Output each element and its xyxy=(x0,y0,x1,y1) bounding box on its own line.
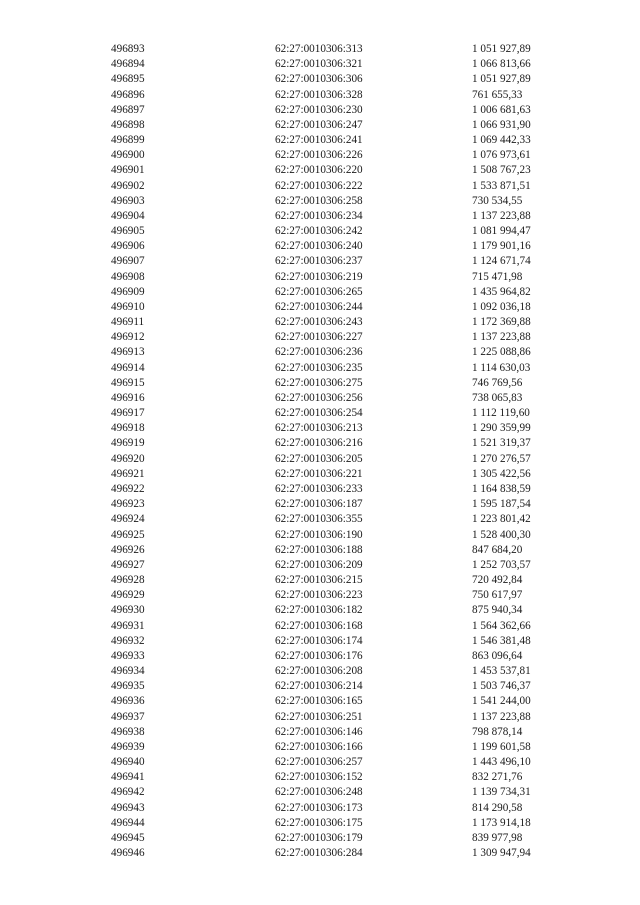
cadastral-value-cell: 1 503 746,37 xyxy=(472,680,531,693)
row-number-cell: 496893 xyxy=(111,43,145,55)
table-row xyxy=(0,209,640,224)
table-row xyxy=(0,391,640,406)
table-row xyxy=(0,406,640,421)
cadastral-value-cell: 1 533 871,51 xyxy=(472,179,531,192)
table-row xyxy=(0,57,640,72)
row-number-cell: 496915 xyxy=(111,376,145,389)
table-row xyxy=(0,467,640,482)
row-number-cell: 496920 xyxy=(111,452,145,465)
table-row xyxy=(0,133,640,148)
row-number-cell: 496939 xyxy=(111,740,145,753)
cadastral-value-cell: 1 137 223,88 xyxy=(472,710,531,723)
cadastral-number-cell: 62:27:0010306:214 xyxy=(275,680,363,693)
row-number-cell: 496902 xyxy=(111,179,145,192)
table-row xyxy=(0,254,640,269)
cadastral-value-cell: 738 065,83 xyxy=(472,391,523,404)
table-row xyxy=(0,573,640,588)
cadastral-value-cell: 875 940,34 xyxy=(472,604,523,617)
table-row xyxy=(0,179,640,194)
row-number-cell: 496913 xyxy=(111,346,145,359)
cadastral-number-cell: 62:27:0010306:257 xyxy=(275,756,363,769)
table-row xyxy=(0,224,640,239)
cadastral-value-cell: 1 270 276,57 xyxy=(472,452,531,465)
row-number-cell: 496936 xyxy=(111,695,145,708)
cadastral-value-cell: 1 541 244,00 xyxy=(472,695,531,708)
cadastral-number-cell: 62:27:0010306:223 xyxy=(275,589,363,602)
table-row xyxy=(0,801,640,816)
table-row xyxy=(0,239,640,254)
cadastral-number-cell: 62:27:0010306:213 xyxy=(275,422,363,435)
row-number-cell: 496937 xyxy=(111,710,145,723)
cadastral-value-cell: 1 305 422,56 xyxy=(472,467,531,480)
cadastral-value-cell: 715 471,98 xyxy=(472,270,523,283)
table-row xyxy=(0,103,640,118)
cadastral-number-cell: 62:27:0010306:251 xyxy=(275,710,363,723)
table-row xyxy=(0,376,640,391)
row-number-cell: 496940 xyxy=(111,756,145,769)
row-number-cell: 496917 xyxy=(111,407,145,420)
cadastral-value-cell: 1 225 088,86 xyxy=(472,346,531,359)
row-number-cell: 496904 xyxy=(111,209,145,222)
row-number-cell: 496907 xyxy=(111,255,145,268)
cadastral-value-cell: 814 290,58 xyxy=(472,801,523,814)
cadastral-value-cell: 1 051 927,89 xyxy=(472,43,531,55)
cadastral-value-cell: 720 492,84 xyxy=(472,574,523,587)
table-row xyxy=(0,770,640,785)
row-number-cell: 496895 xyxy=(111,73,145,86)
row-number-cell: 496934 xyxy=(111,665,145,678)
cadastral-number-cell: 62:27:0010306:234 xyxy=(275,209,363,222)
cadastral-number-cell: 62:27:0010306:242 xyxy=(275,225,363,238)
row-number-cell: 496908 xyxy=(111,270,145,283)
cadastral-number-cell: 62:27:0010306:247 xyxy=(275,118,363,131)
table-row xyxy=(0,710,640,725)
row-number-cell: 496935 xyxy=(111,680,145,693)
row-number-cell: 496918 xyxy=(111,422,145,435)
cadastral-value-cell: 1 112 119,60 xyxy=(472,407,530,420)
cadastral-value-cell: 1 521 319,37 xyxy=(472,437,531,450)
table-row xyxy=(0,452,640,467)
row-number-cell: 496924 xyxy=(111,513,145,526)
row-number-cell: 496931 xyxy=(111,619,145,632)
cadastral-number-cell: 62:27:0010306:188 xyxy=(275,543,363,556)
cadastral-value-cell: 1 453 537,81 xyxy=(472,665,531,678)
row-number-cell: 496921 xyxy=(111,467,145,480)
cadastral-number-cell: 62:27:0010306:244 xyxy=(275,300,363,313)
cadastral-value-cell: 1 137 223,88 xyxy=(472,331,531,344)
row-number-cell: 496932 xyxy=(111,634,145,647)
cadastral-value-cell: 847 684,20 xyxy=(472,543,523,556)
cadastral-number-cell: 62:27:0010306:240 xyxy=(275,240,363,253)
cadastral-value-cell: 1 081 994,47 xyxy=(472,225,531,238)
row-number-cell: 496929 xyxy=(111,589,145,602)
table-row xyxy=(0,740,640,755)
cadastral-number-cell: 62:27:0010306:165 xyxy=(275,695,363,708)
row-number-cell: 496899 xyxy=(111,134,145,147)
cadastral-number-cell: 62:27:0010306:219 xyxy=(275,270,363,283)
cadastral-number-cell: 62:27:0010306:222 xyxy=(275,179,363,192)
cadastral-number-cell: 62:27:0010306:216 xyxy=(275,437,363,450)
table-row xyxy=(0,300,640,315)
table-row xyxy=(0,436,640,451)
cadastral-value-cell: 1 435 964,82 xyxy=(472,285,531,298)
cadastral-number-cell: 62:27:0010306:230 xyxy=(275,103,363,116)
cadastral-number-cell: 62:27:0010306:235 xyxy=(275,361,363,374)
cadastral-number-cell: 62:27:0010306:187 xyxy=(275,498,363,511)
table-row xyxy=(0,846,640,861)
cadastral-number-cell: 62:27:0010306:256 xyxy=(275,391,363,404)
cadastral-value-cell: 1 066 931,90 xyxy=(472,118,531,131)
row-number-cell: 496925 xyxy=(111,528,145,541)
table-row xyxy=(0,194,640,209)
cadastral-number-cell: 62:27:0010306:190 xyxy=(275,528,363,541)
row-number-cell: 496910 xyxy=(111,300,145,313)
table-row xyxy=(0,558,640,573)
table-row xyxy=(0,72,640,87)
row-number-cell: 496933 xyxy=(111,649,145,662)
cadastral-value-cell: 1 137 223,88 xyxy=(472,209,531,222)
table-row xyxy=(0,785,640,800)
cadastral-value-cell: 798 878,14 xyxy=(472,725,523,738)
cadastral-number-cell: 62:27:0010306:313 xyxy=(275,43,363,55)
table-row xyxy=(0,88,640,103)
cadastral-number-cell: 62:27:0010306:152 xyxy=(275,771,363,784)
row-number-cell: 496909 xyxy=(111,285,145,298)
cadastral-number-cell: 62:27:0010306:208 xyxy=(275,665,363,678)
cadastral-number-cell: 62:27:0010306:175 xyxy=(275,816,363,829)
cadastral-value-cell: 1 508 767,23 xyxy=(472,164,531,177)
cadastral-value-cell: 1 051 927,89 xyxy=(472,73,531,86)
cadastral-number-cell: 62:27:0010306:258 xyxy=(275,194,363,207)
cadastral-number-cell: 62:27:0010306:209 xyxy=(275,558,363,571)
cadastral-number-cell: 62:27:0010306:220 xyxy=(275,164,363,177)
cadastral-number-cell: 62:27:0010306:236 xyxy=(275,346,363,359)
row-number-cell: 496942 xyxy=(111,786,145,799)
table-row xyxy=(0,361,640,376)
cadastral-value-table xyxy=(0,42,640,861)
cadastral-number-cell: 62:27:0010306:179 xyxy=(275,831,363,844)
table-row xyxy=(0,831,640,846)
cadastral-number-cell: 62:27:0010306:182 xyxy=(275,604,363,617)
table-row xyxy=(0,649,640,664)
row-number-cell: 496905 xyxy=(111,225,145,238)
cadastral-value-cell: 1 066 813,66 xyxy=(472,58,531,71)
cadastral-value-cell: 1 006 681,63 xyxy=(472,103,531,116)
table-row xyxy=(0,315,640,330)
table-row xyxy=(0,42,640,57)
cadastral-value-cell: 832 271,76 xyxy=(472,771,523,784)
table-row xyxy=(0,118,640,133)
table-row xyxy=(0,755,640,770)
table-row xyxy=(0,421,640,436)
cadastral-number-cell: 62:27:0010306:248 xyxy=(275,786,363,799)
table-row xyxy=(0,270,640,285)
row-number-cell: 496896 xyxy=(111,88,145,101)
cadastral-value-cell: 1 092 036,18 xyxy=(472,300,531,313)
row-number-cell: 496927 xyxy=(111,558,145,571)
cadastral-number-cell: 62:27:0010306:173 xyxy=(275,801,363,814)
cadastral-number-cell: 62:27:0010306:233 xyxy=(275,482,363,495)
cadastral-number-cell: 62:27:0010306:265 xyxy=(275,285,363,298)
cadastral-value-cell: 730 534,55 xyxy=(472,194,523,207)
table-row xyxy=(0,694,640,709)
table-row xyxy=(0,528,640,543)
cadastral-number-cell: 62:27:0010306:275 xyxy=(275,376,363,389)
cadastral-number-cell: 62:27:0010306:215 xyxy=(275,574,363,587)
table-row xyxy=(0,619,640,634)
row-number-cell: 496911 xyxy=(111,316,145,329)
table-row xyxy=(0,543,640,558)
row-number-cell: 496897 xyxy=(111,103,145,116)
cadastral-value-cell: 1 564 362,66 xyxy=(472,619,531,632)
cadastral-number-cell: 62:27:0010306:205 xyxy=(275,452,363,465)
row-number-cell: 496926 xyxy=(111,543,145,556)
cadastral-value-cell: 1 076 973,61 xyxy=(472,149,531,162)
row-number-cell: 496916 xyxy=(111,391,145,404)
cadastral-value-cell: 1 124 671,74 xyxy=(472,255,531,268)
cadastral-number-cell: 62:27:0010306:226 xyxy=(275,149,363,162)
cadastral-number-cell: 62:27:0010306:321 xyxy=(275,58,363,71)
row-number-cell: 496941 xyxy=(111,771,145,784)
cadastral-value-cell: 761 655,33 xyxy=(472,88,523,101)
cadastral-value-cell: 1 290 359,99 xyxy=(472,422,531,435)
cadastral-number-cell: 62:27:0010306:166 xyxy=(275,740,363,753)
table-row xyxy=(0,148,640,163)
row-number-cell: 496944 xyxy=(111,816,145,829)
row-number-cell: 496912 xyxy=(111,331,145,344)
row-number-cell: 496919 xyxy=(111,437,145,450)
cadastral-value-cell: 1 528 400,30 xyxy=(472,528,531,541)
cadastral-value-cell: 1 595 187,54 xyxy=(472,498,531,511)
cadastral-value-cell: 1 069 442,33 xyxy=(472,134,531,147)
cadastral-value-cell: 1 199 601,58 xyxy=(472,740,531,753)
table-row xyxy=(0,285,640,300)
cadastral-number-cell: 62:27:0010306:221 xyxy=(275,467,363,480)
cadastral-value-cell: 1 443 496,10 xyxy=(472,756,531,769)
cadastral-number-cell: 62:27:0010306:146 xyxy=(275,725,363,738)
row-number-cell: 496928 xyxy=(111,574,145,587)
table-row xyxy=(0,725,640,740)
cadastral-value-cell: 1 546 381,48 xyxy=(472,634,531,647)
table-row xyxy=(0,512,640,527)
row-number-cell: 496943 xyxy=(111,801,145,814)
table-row xyxy=(0,497,640,512)
table-row xyxy=(0,588,640,603)
cadastral-number-cell: 62:27:0010306:254 xyxy=(275,407,363,420)
table-row xyxy=(0,163,640,178)
cadastral-value-cell: 1 114 630,03 xyxy=(472,361,531,374)
cadastral-number-cell: 62:27:0010306:355 xyxy=(275,513,363,526)
table-row xyxy=(0,345,640,360)
cadastral-number-cell: 62:27:0010306:237 xyxy=(275,255,363,268)
cadastral-number-cell: 62:27:0010306:168 xyxy=(275,619,363,632)
cadastral-value-cell: 1 164 838,59 xyxy=(472,482,531,495)
cadastral-value-cell: 1 309 947,94 xyxy=(472,847,531,860)
row-number-cell: 496898 xyxy=(111,118,145,131)
row-number-cell: 496894 xyxy=(111,58,145,71)
cadastral-number-cell: 62:27:0010306:176 xyxy=(275,649,363,662)
cadastral-number-cell: 62:27:0010306:241 xyxy=(275,134,363,147)
row-number-cell: 496901 xyxy=(111,164,145,177)
table-row xyxy=(0,634,640,649)
cadastral-value-cell: 746 769,56 xyxy=(472,376,523,389)
row-number-cell: 496900 xyxy=(111,149,145,162)
row-number-cell: 496938 xyxy=(111,725,145,738)
cadastral-number-cell: 62:27:0010306:243 xyxy=(275,316,363,329)
table-row xyxy=(0,679,640,694)
table-row xyxy=(0,664,640,679)
row-number-cell: 496922 xyxy=(111,482,145,495)
table-row xyxy=(0,330,640,345)
row-number-cell: 496923 xyxy=(111,498,145,511)
cadastral-value-cell: 1 223 801,42 xyxy=(472,513,531,526)
cadastral-number-cell: 62:27:0010306:227 xyxy=(275,331,363,344)
cadastral-value-cell: 863 096,64 xyxy=(472,649,523,662)
row-number-cell: 496930 xyxy=(111,604,145,617)
cadastral-number-cell: 62:27:0010306:174 xyxy=(275,634,363,647)
row-number-cell: 496946 xyxy=(111,847,145,860)
cadastral-number-cell: 62:27:0010306:328 xyxy=(275,88,363,101)
table-row xyxy=(0,603,640,618)
cadastral-value-cell: 1 252 703,57 xyxy=(472,558,531,571)
row-number-cell: 496914 xyxy=(111,361,145,374)
cadastral-value-cell: 1 173 914,18 xyxy=(472,816,531,829)
row-number-cell: 496903 xyxy=(111,194,145,207)
row-number-cell: 496945 xyxy=(111,831,145,844)
cadastral-value-cell: 839 977,98 xyxy=(472,831,523,844)
cadastral-number-cell: 62:27:0010306:306 xyxy=(275,73,363,86)
cadastral-value-cell: 1 139 734,31 xyxy=(472,786,531,799)
cadastral-value-cell: 750 617,97 xyxy=(472,589,523,602)
cadastral-value-cell: 1 172 369,88 xyxy=(472,316,531,329)
table-row xyxy=(0,816,640,831)
table-row xyxy=(0,482,640,497)
cadastral-number-cell: 62:27:0010306:284 xyxy=(275,847,363,860)
row-number-cell: 496906 xyxy=(111,240,145,253)
cadastral-value-cell: 1 179 901,16 xyxy=(472,240,531,253)
